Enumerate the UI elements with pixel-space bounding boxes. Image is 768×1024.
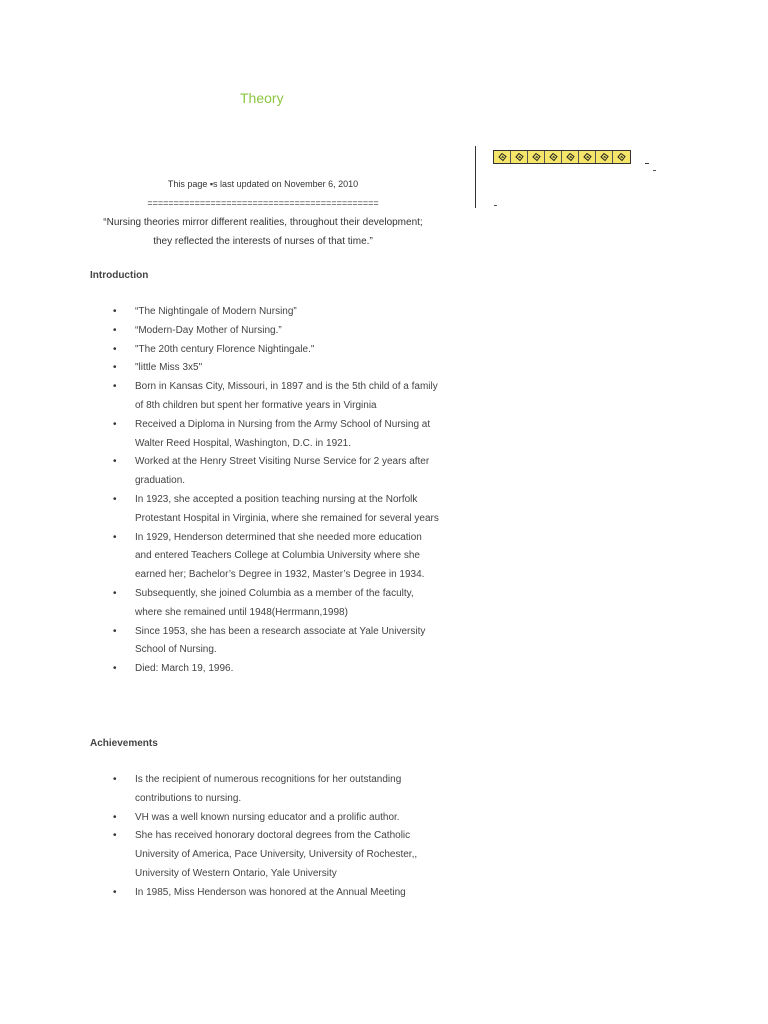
last-updated-line: This page ▪s last updated on November 6, 2010 xyxy=(167,179,359,189)
quote-line-2: they reflected the interests of nurses of that time.” xyxy=(153,236,373,247)
achievements-list xyxy=(90,771,439,903)
bullet-icon: • xyxy=(113,811,117,823)
list-item: • “The Nightingale of Modern Nursing” xyxy=(90,303,439,322)
bullet-icon: • xyxy=(113,343,117,355)
bullet-icon: • xyxy=(113,587,117,599)
separator-line: ============================================ xyxy=(147,198,379,208)
bullet-icon: • xyxy=(113,456,117,468)
list-item: • "little Miss 3x5" xyxy=(90,359,439,378)
badge-link-underline[interactable] xyxy=(645,163,649,164)
introduction-list xyxy=(90,303,439,679)
bullet-icon: • xyxy=(113,663,117,675)
list-item: • Born in Kansas City, Missouri, in 1897 and is the 5th child of a family of 8th children but spent her formative years in Virginia xyxy=(90,378,439,416)
link-mark[interactable] xyxy=(494,205,497,206)
awards-badge-icon xyxy=(528,151,545,163)
list-item: • "The 20th century Florence Nightingale." xyxy=(90,341,439,360)
page-title: Theory xyxy=(240,90,284,106)
list-item: • Received a Diploma in Nursing from the Army School of Nursing at Walter Reed Hospital, Washington, D.C. in 1921. xyxy=(90,416,439,454)
link-mark[interactable] xyxy=(653,170,656,171)
bullet-icon: • xyxy=(113,531,117,543)
bullet-icon: • xyxy=(113,830,117,842)
list-item: • She has received honorary doctoral degrees from the Catholic University of America, Pace University, University of Rochester,, University of Western Ontario, Yale University xyxy=(90,827,439,883)
awards-badge-strip[interactable] xyxy=(493,150,631,164)
quote-line-1: “Nursing theories mirror different realities, throughout their development; xyxy=(103,217,423,228)
list-item: • VH was a well known nursing educator and a prolific author. xyxy=(90,809,439,828)
list-item: • In 1929, Henderson determined that she needed more education and entered Teachers College at Columbia University where she earned her; Bachelor’s Degree in 1932, Master’s Degree in 1934. xyxy=(90,529,439,585)
bullet-icon: • xyxy=(113,306,117,317)
list-item: • In 1985, Miss Henderson was honored at the Annual Meeting xyxy=(90,884,439,903)
awards-badge-icon xyxy=(511,151,528,163)
bullet-icon: • xyxy=(113,418,117,430)
opening-quote xyxy=(86,213,440,251)
introduction-heading: Introduction xyxy=(90,270,149,281)
list-item: • Is the recipient of numerous recognitions for her outstanding contributions to nursing. xyxy=(90,771,439,809)
achievements-heading: Achievements xyxy=(90,738,158,749)
bullet-icon: • xyxy=(113,886,117,898)
bullet-icon: • xyxy=(113,493,117,505)
list-item: • Since 1953, she has been a research associate at Yale University School of Nursing. xyxy=(90,623,439,661)
awards-badge-icon xyxy=(494,151,511,163)
awards-badge-icon xyxy=(596,151,613,163)
awards-badge-icon xyxy=(613,151,630,163)
sidebar-divider xyxy=(475,146,476,208)
list-item: • Worked at the Henry Street Visiting Nurse Service for 2 years after graduation. xyxy=(90,453,439,491)
list-item: • “Modern-Day Mother of Nursing.” xyxy=(90,322,439,341)
bullet-icon: • xyxy=(113,381,117,393)
bullet-icon: • xyxy=(113,774,117,785)
bullet-icon: • xyxy=(113,324,117,336)
awards-badge-icon xyxy=(562,151,579,163)
list-item: • Died: March 19, 1996. xyxy=(90,660,439,679)
awards-badge-icon xyxy=(545,151,562,163)
awards-badge-icon xyxy=(579,151,596,163)
list-item: • In 1923, she accepted a position teaching nursing at the Norfolk Protestant Hospital in Virginia, where she remained for several years xyxy=(90,491,439,529)
bullet-icon: • xyxy=(113,625,117,637)
list-item: • Subsequently, she joined Columbia as a member of the faculty, where she remained until 1948(Herrmann,1998) xyxy=(90,585,439,623)
bullet-icon: • xyxy=(113,362,117,374)
